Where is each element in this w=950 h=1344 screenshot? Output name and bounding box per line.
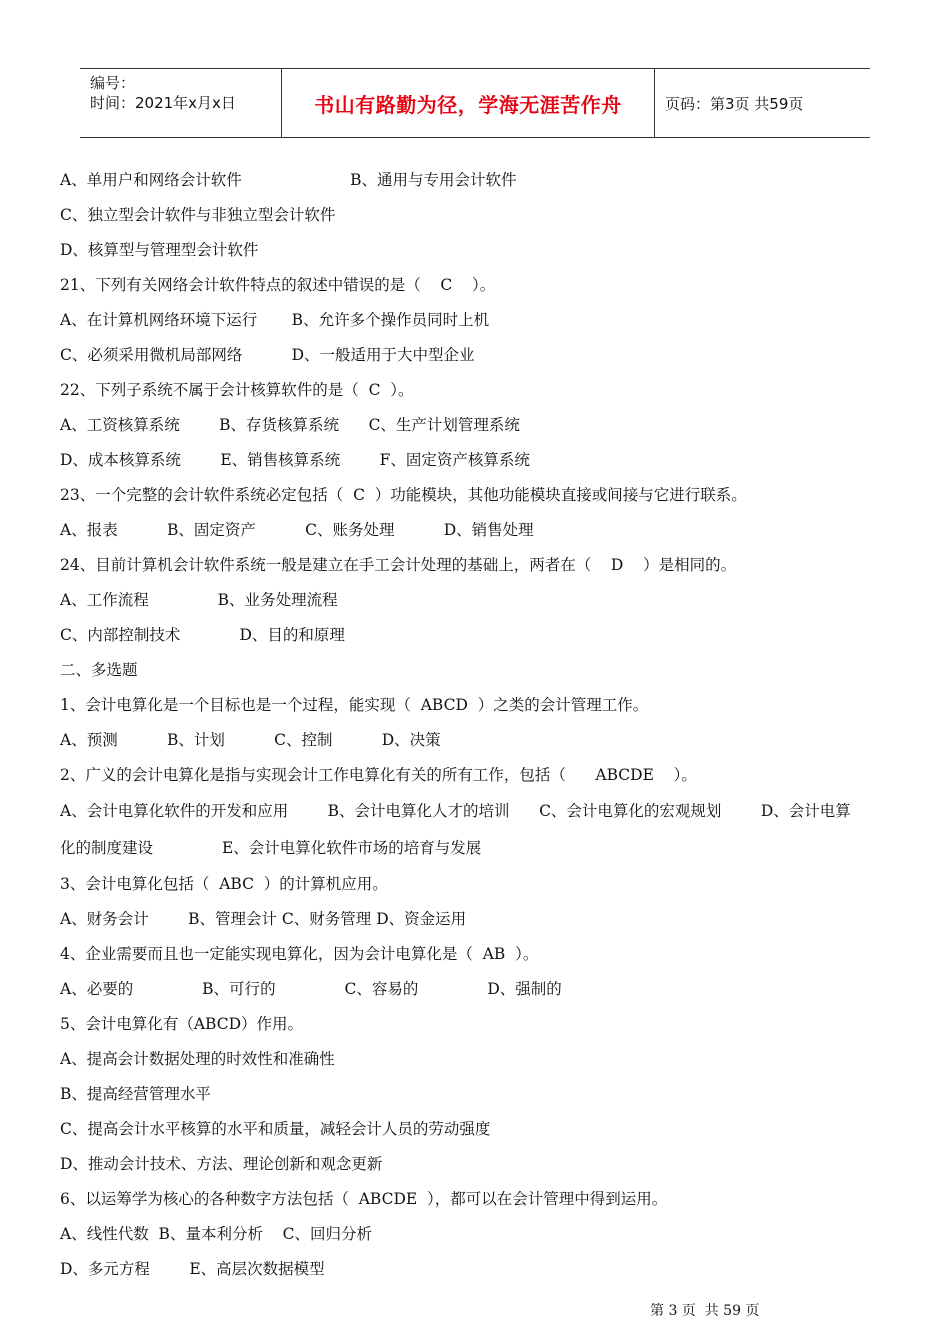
text-line: A、在计算机网络环境下运行 B、允许多个操作员同时上机 [60,311,490,329]
text-line: A、单用户和网络会计软件 B、通用与专用会计软件 [60,171,517,189]
question-line: 22、下列子系统不属于会计核算软件的是（ C ）。 [60,381,414,399]
question-line: 24、目前计算机会计软件系统一般是建立在手工会计处理的基础上，两者在（ D ）是相同的。 [60,556,737,574]
text-line: D、核算型与管理型会计软件 [60,241,259,259]
text-line: C、内部控制技术 D、目的和原理 [60,626,345,644]
document-date-label: 时间：2021年x月x日 [90,94,236,112]
text-line: B、提高经营管理水平 [60,1085,211,1103]
text-line: A、必要的 B、可行的 C、容易的 D、强制的 [60,980,562,998]
text-line: C、提高会计水平核算的水平和质量，减轻会计人员的劳动强度 [60,1120,491,1138]
page-footer: 第 3 页 共 59 页 [650,1303,760,1319]
text-line: A、预测 B、计划 C、控制 D、决策 [60,731,441,749]
question-line: 2、广义的会计电算化是指与实现会计工作电算化有关的所有工作，包括（ ABCDE ）。 [60,766,697,784]
text-line: D、多元方程 E、高层次数据模型 [60,1260,325,1278]
text-line: A、报表 B、固定资产 C、账务处理 D、销售处理 [60,521,534,539]
text-line: A、线性代数 B、量本利分析 C、回归分析 [60,1225,373,1243]
document-number-label: 编号： [90,74,136,92]
text-line: 化的制度建设 E、会计电算化软件市场的培育与发展 [60,839,482,857]
question-line: 4、企业需要而且也一定能实现电算化，因为会计电算化是（ AB ）。 [60,945,539,963]
question-line: 5、会计电算化有（ABCD）作用。 [60,1015,304,1033]
text-line: A、财务会计 B、管理会计 C、财务管理 D、资金运用 [60,910,467,928]
header-motto: 书山有路勤为径，学海无涯苦作舟 [282,69,655,137]
question-line: 3、会计电算化包括（ ABC ）的计算机应用。 [60,875,388,893]
question-line: 21、下列有关网络会计软件特点的叙述中错误的是（ C ）。 [60,276,496,294]
text-line: D、推动会计技术、方法、理论创新和观念更新 [60,1155,383,1173]
question-line: 1、会计电算化是一个目标也是一个过程，能实现（ ABCD ）之类的会计管理工作。 [60,696,649,714]
header-page-info: 页码：第3页 共59页 [665,94,804,113]
text-line: D、成本核算系统 E、销售核算系统 F、固定资产核算系统 [60,451,530,469]
header-meta [80,69,282,137]
question-line: 6、以运筹学为核心的各种数字方法包括（ ABCDE ），都可以在会计管理中得到运用。 [60,1190,668,1208]
text-line: A、提高会计数据处理的时效性和准确性 [60,1050,335,1068]
document-body [60,163,900,1287]
text-line: C、独立型会计软件与非独立型会计软件 [60,206,336,224]
text-line: A、工作流程 B、业务处理流程 [60,591,338,609]
question-line: 23、一个完整的会计软件系统必定包括（ C ）功能模块，其他功能模块直接或间接与它进行联系。 [60,486,747,504]
text-line: A、工资核算系统 B、存货核算系统 C、生产计划管理系统 [60,416,520,434]
text-line: A、会计电算化软件的开发和应用 B、会计电算化人才的培训 C、会计电算化的宏观规划 D、会计电算 [60,802,851,820]
page-header [80,68,870,138]
text-line: C、必须采用微机局部网络 D、一般适用于大中型企业 [60,346,475,364]
section-heading: 二、多选题 [60,661,138,679]
